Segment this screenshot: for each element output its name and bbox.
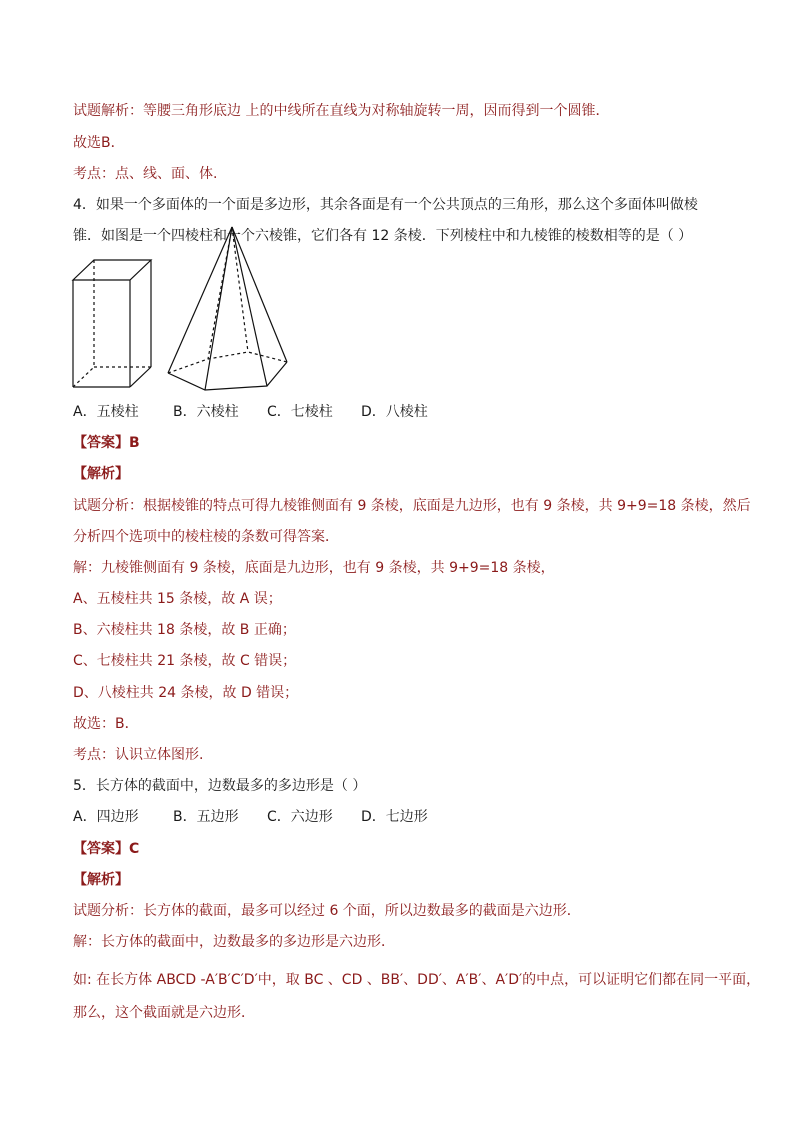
q4-option-b[interactable]: B．六棱柱 bbox=[173, 404, 239, 420]
q5-answer: 【答案】C bbox=[73, 841, 140, 857]
q4-solution-line: D、八棱柱共 24 条棱，故 D 错误； bbox=[73, 685, 299, 701]
quadrangular-prism-figure bbox=[73, 260, 151, 387]
q4-solution-choice: 故选：B． bbox=[73, 716, 139, 732]
q5-analysis-label: 【解析】 bbox=[73, 872, 129, 888]
q5-option-b[interactable]: B．五边形 bbox=[173, 809, 239, 825]
q5-option-d[interactable]: D．七边形 bbox=[361, 809, 428, 825]
hexagonal-pyramid-figure bbox=[168, 227, 287, 390]
q5-solution-line: 解：长方体的截面中，边数最多的多边形是六边形． bbox=[73, 934, 395, 950]
q4-solution-line: 解：九棱锥侧面有 9 条棱，底面是九边形，也有 9 条棱，共 9+9=18 条棱， bbox=[73, 560, 555, 576]
q4-option-d[interactable]: D．八棱柱 bbox=[361, 404, 428, 420]
q4-knowledge-point: 考点：认识立体图形. bbox=[73, 747, 204, 763]
q4-options bbox=[73, 402, 428, 422]
q5-option-a[interactable]: A．四边形 bbox=[73, 809, 139, 825]
q4-answer: 【答案】B bbox=[73, 435, 140, 451]
q5-options bbox=[73, 807, 428, 827]
q5-example-line: 那么，这个截面就是六边形． bbox=[73, 1005, 255, 1021]
q4-figure bbox=[68, 222, 298, 394]
q4-stem-line-1: 4．如果一个多面体的一个面是多边形，其余各面是有一个公共顶点的三角形，那么这个多面体叫做棱 bbox=[73, 197, 698, 213]
q4-solution-line: B、六棱柱共 18 条棱，故 B 正确； bbox=[73, 622, 296, 638]
q3-analysis-line: 试题解析：等腰三角形底边 上的中线所在直线为对称轴旋转一周，因而得到一个圆锥． bbox=[73, 103, 610, 119]
q4-solution-line: A、五棱柱共 15 条棱，故 A 误； bbox=[73, 591, 282, 607]
q4-analysis-label: 【解析】 bbox=[73, 466, 129, 482]
q4-analysis-line: 分析四个选项中的棱柱棱的条数可得答案． bbox=[73, 529, 339, 545]
q4-stem-line-2: 锥．如图是一个四棱柱和一个六棱锥，它们各有 12 条棱．下列棱柱中和九棱锥的棱数相等的是（ ） bbox=[73, 228, 693, 244]
q5-example-line: 如: 在长方体 ABCD -A′B′C′D′中，取 BC 、CD 、BB′、DD′、A′B′、A′D′的中点，可以证明它们都在同一平面， bbox=[73, 972, 761, 988]
q5-stem: 5．长方体的截面中，边数最多的多边形是（ ） bbox=[73, 778, 367, 794]
q5-option-c[interactable]: C．六边形 bbox=[267, 809, 333, 825]
q5-analysis-line: 试题分析：长方体的截面，最多可以经过 6 个面，所以边数最多的截面是六边形． bbox=[73, 903, 581, 919]
q4-analysis-line: 试题分析：根据棱锥的特点可得九棱锥侧面有 9 条棱，底面是九边形，也有 9 条棱，共 9+9=18 条棱，然后 bbox=[73, 498, 751, 514]
q3-knowledge-point: 考点：点、线、面、体. bbox=[73, 166, 218, 182]
q4-option-a[interactable]: A．五棱柱 bbox=[73, 404, 139, 420]
q4-option-c[interactable]: C．七棱柱 bbox=[267, 404, 333, 420]
q4-solution-line: C、七棱柱共 21 条棱，故 C 错误； bbox=[73, 653, 297, 669]
q3-choice-line: 故选B． bbox=[73, 135, 125, 151]
